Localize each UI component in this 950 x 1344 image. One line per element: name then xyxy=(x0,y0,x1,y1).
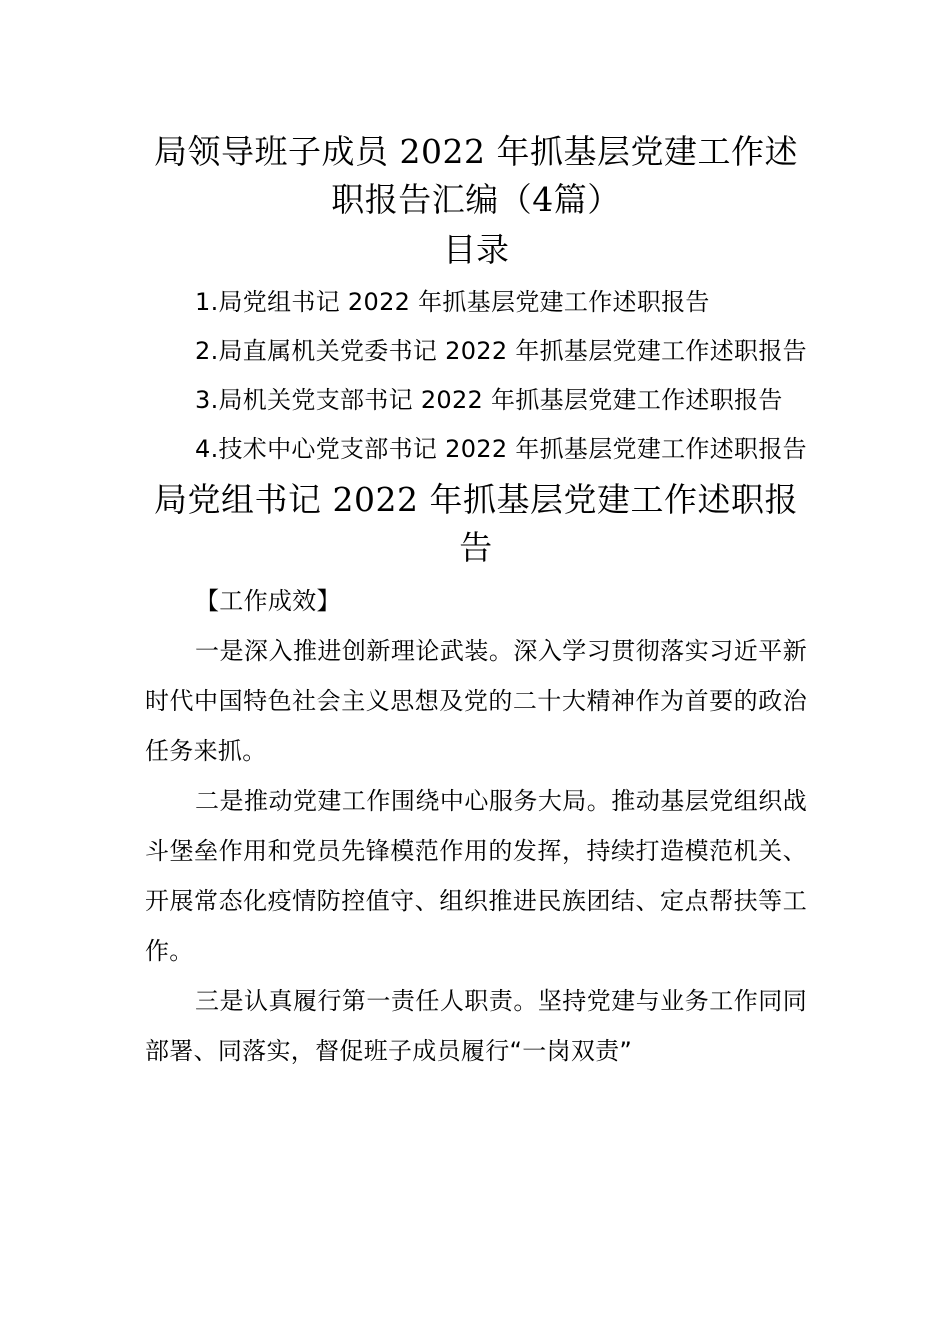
toc-item-2[interactable]: 2.局直属机关党委书记 2022 年抓基层党建工作述职报告 xyxy=(195,337,807,365)
section-body xyxy=(145,576,807,1076)
body-paragraph-2: 二是推动党建工作围绕中心服务大局。推动基层党组织战斗堡垒作用和党员先锋模范作用的发挥，持续打造模范机关、开展常态化疫情防控值守、组织推进民族团结、定点帮扶等工作。 xyxy=(145,787,807,965)
document-title: 局领导班子成员 2022 年抓基层党建工作述职报告汇编（4篇） xyxy=(154,132,798,219)
toc-item-1[interactable]: 1.局党组书记 2022 年抓基层党建工作述职报告 xyxy=(195,288,710,316)
body-paragraph-3: 三是认真履行第一责任人职责。坚持党建与业务工作同同部署、同落实，督促班子成员履行“一岗双责” xyxy=(145,987,807,1065)
toc-item-4[interactable]: 4.技术中心党支部书记 2022 年抓基层党建工作述职报告 xyxy=(195,435,807,463)
table-of-contents xyxy=(145,278,807,474)
section-title: 局党组书记 2022 年抓基层党建工作述职报告 xyxy=(154,480,798,567)
toc-heading: 目录 xyxy=(443,230,509,269)
section-subheading: 【工作成效】 xyxy=(195,587,341,615)
toc-item-3[interactable]: 3.局机关党支部书记 2022 年抓基层党建工作述职报告 xyxy=(195,386,783,414)
body-paragraph-1: 一是深入推进创新理论武装。深入学习贯彻落实习近平新时代中国特色社会主义思想及党的二十大精神作为首要的政治任务来抓。 xyxy=(145,637,807,765)
document-page xyxy=(145,128,807,1076)
